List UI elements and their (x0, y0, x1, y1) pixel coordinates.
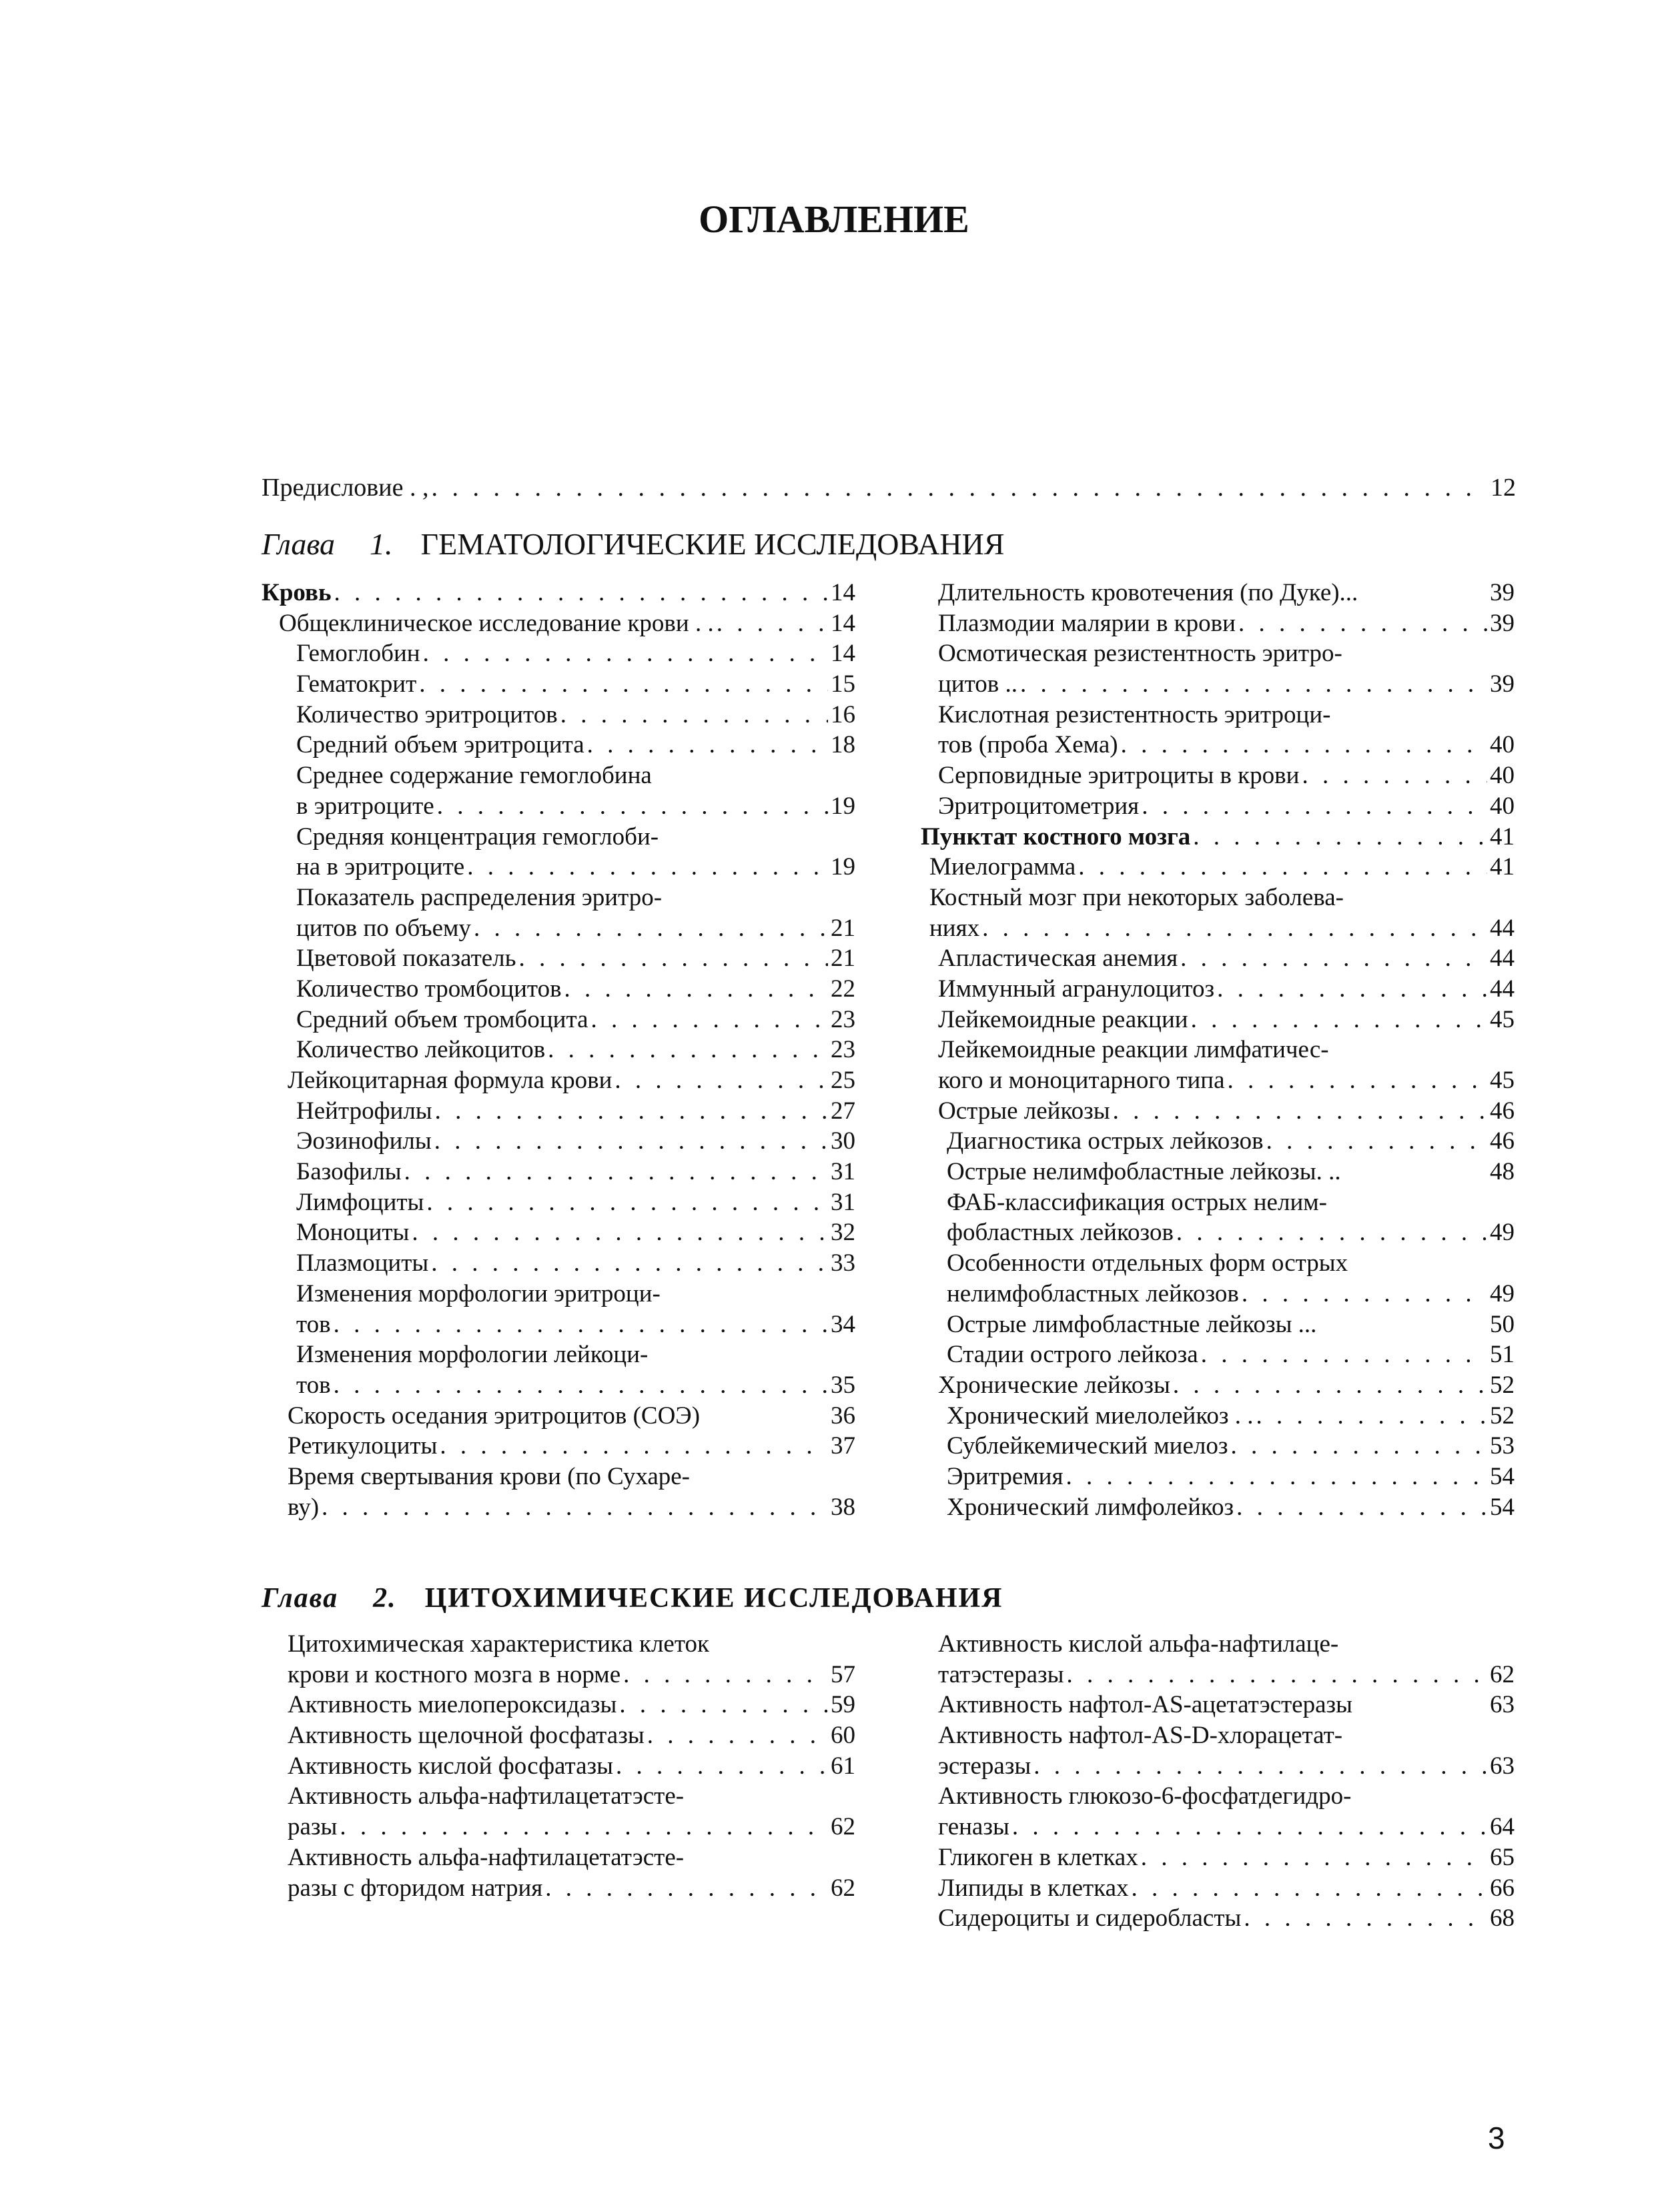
toc-entry-title: ву) (288, 1493, 320, 1521)
toc-entry-title: Активность нафтол-AS-ацетатэстеразы (938, 1691, 1352, 1719)
toc-entry-page: 35 (831, 1371, 855, 1399)
toc-entry-title: цитов .. (938, 670, 1018, 698)
toc-entry[interactable] (262, 1690, 855, 1720)
toc-entry-page: 14 (831, 640, 855, 668)
toc-entry-page: 44 (1490, 945, 1515, 973)
toc-entry[interactable] (921, 1842, 1515, 1873)
leader-dots (1066, 1660, 1487, 1690)
toc-entry[interactable] (262, 638, 855, 669)
leader-dots (1132, 1873, 1487, 1904)
leader-dots (1193, 822, 1487, 853)
toc-entry-title: Средний объем эритроцита (296, 731, 584, 759)
toc-entry[interactable] (262, 1065, 855, 1096)
toc-entry-title: Эозинофилы (296, 1127, 432, 1155)
toc-entry[interactable] (262, 1035, 855, 1065)
toc-entry-page: 62 (831, 1813, 855, 1841)
toc-entry-page: 45 (1490, 1005, 1515, 1033)
leader-dots (322, 1492, 828, 1523)
chapter-1-right-column (921, 578, 1515, 1522)
toc-entry-title: ниях (929, 914, 980, 942)
toc-entry[interactable] (921, 1248, 1515, 1309)
toc-entry-title: Миелограмма (929, 853, 1076, 881)
toc-entry[interactable] (262, 1157, 855, 1187)
toc-entry[interactable] (921, 1157, 1515, 1187)
toc-entry-title: Гемоглобин (296, 640, 420, 668)
toc-entry-title: Лимфоциты (296, 1188, 424, 1216)
toc-entry-title: ФАБ-классификация острых нелим- (947, 1188, 1327, 1216)
leader-dots (1236, 1492, 1487, 1523)
toc-entry-title: Активность миелопероксидазы (288, 1691, 617, 1719)
toc-entry-title: Моноциты (296, 1219, 410, 1247)
leader-dots (404, 1157, 828, 1187)
toc-entry[interactable] (262, 1187, 855, 1218)
toc-entry-title: татэстеразы (938, 1660, 1064, 1688)
toc-entry[interactable] (921, 1370, 1515, 1401)
toc-entry-title: Хронический миелолейкоз . . (947, 1402, 1254, 1430)
toc-entry[interactable] (921, 1492, 1515, 1523)
toc-entry-title: Осмотическая резистентность эритро- (938, 640, 1342, 668)
toc-entry-page: 36 (831, 1402, 855, 1430)
toc-entry-page: 41 (1490, 822, 1515, 851)
leader-dots (431, 1248, 828, 1279)
toc-entry-title: Гематокрит (296, 670, 417, 698)
toc-entry-title: кого и моноцитарного типа (938, 1067, 1225, 1094)
leader-dots (1228, 1065, 1487, 1096)
toc-entry[interactable] (262, 974, 855, 1005)
leader-dots (1142, 791, 1487, 822)
leader-dots (1012, 1812, 1487, 1842)
leader-dots (1266, 1126, 1487, 1157)
chapter-2-heading (262, 1580, 1003, 1617)
toc-entry-page: 46 (1490, 1097, 1515, 1125)
toc-entry[interactable] (921, 1096, 1515, 1127)
leader-dots (1020, 669, 1487, 700)
toc-entry-title: Количество тромбоцитов (296, 975, 562, 1003)
toc-entry-title: Гликоген в клетках (938, 1843, 1138, 1871)
leader-dots (1078, 852, 1487, 883)
toc-entry[interactable] (921, 1629, 1515, 1690)
toc-entry[interactable] (921, 822, 1515, 853)
leader-dots (1176, 1217, 1487, 1248)
leader-dots (1238, 608, 1487, 639)
leader-dots (647, 1720, 828, 1751)
toc-entry-title: Активность альфа-нафтилацетатэсте- (288, 1843, 685, 1871)
toc-entry-page: 49 (1490, 1279, 1515, 1307)
toc-entry-page: 14 (831, 609, 855, 637)
toc-entry-page: 61 (831, 1752, 855, 1780)
page-number: 3 (1488, 2121, 1505, 2155)
toc-entry[interactable] (921, 1462, 1515, 1492)
toc-entry-title: Активность глюкозо-6-фосфатдегидро- (938, 1782, 1352, 1810)
toc-entry-page: 52 (1490, 1402, 1515, 1430)
toc-entry-page: 50 (1490, 1310, 1515, 1338)
preface-entry[interactable] (262, 472, 1516, 503)
toc-entry-page: 41 (1490, 853, 1515, 881)
leader-dots (431, 472, 1488, 503)
toc-entry-page: 51 (1490, 1341, 1515, 1369)
leader-dots (614, 1065, 828, 1096)
leader-dots (560, 700, 828, 730)
toc-entry[interactable] (262, 1401, 855, 1432)
toc-entry-title: Изменения морфологии эритроци- (296, 1279, 661, 1307)
toc-entry-title: Хронический лимфолейкоз (947, 1493, 1234, 1521)
toc-entry-page: 31 (831, 1188, 855, 1216)
toc-entry-title: Острые лейкозы (938, 1097, 1110, 1125)
leader-dots (1173, 1370, 1487, 1401)
toc-entry[interactable] (262, 1217, 855, 1248)
toc-entry-page: 63 (1490, 1752, 1515, 1780)
chapter-number: 1. (370, 527, 393, 561)
leader-dots (1066, 1462, 1487, 1492)
toc-entry[interactable] (921, 638, 1515, 699)
toc-entry[interactable] (262, 1126, 855, 1157)
leader-dots (591, 1005, 828, 1035)
toc-entry[interactable] (921, 1339, 1515, 1370)
toc-entry-title: Базофилы (296, 1158, 402, 1186)
toc-entry-page: 39 (1490, 579, 1515, 606)
toc-entry-page: 44 (1490, 975, 1515, 1003)
toc-entry[interactable] (921, 700, 1515, 760)
toc-entry-title: Цветовой показатель (296, 945, 516, 973)
toc-entry-page: 46 (1490, 1127, 1515, 1155)
chapter-title: ЦИТОХИМИЧЕСКИЕ ИССЛЕДОВАНИЯ (424, 1583, 1003, 1614)
toc-entry-title: Острые лимфобластные лейкозы ... (947, 1310, 1317, 1338)
leader-dots (623, 1660, 828, 1690)
toc-entry[interactable] (262, 700, 855, 730)
toc-entry-page: 64 (1490, 1813, 1515, 1841)
toc-entry-title: Кислотная резистентность эритроци- (938, 700, 1331, 728)
toc-entry[interactable] (262, 1279, 855, 1339)
toc-entry-page: 23 (831, 1005, 855, 1033)
chapter-label: Глава (262, 1583, 339, 1614)
toc-entry-title: Стадии острого лейкоза (947, 1341, 1198, 1369)
toc-entry-title: Ретикулоциты (288, 1432, 438, 1460)
toc-entry-title: Общеклиническое исследование крови . . (279, 609, 714, 637)
toc-entry-title: цитов по объему (296, 914, 471, 942)
toc-entry-page: 21 (831, 914, 855, 942)
toc-entry-title: тов (296, 1310, 331, 1338)
leader-dots (440, 1431, 828, 1462)
toc-entry-page: 19 (831, 853, 855, 881)
toc-entry-title: на в эритроците (296, 853, 465, 881)
chapter-1-heading (262, 526, 1005, 563)
leader-dots (419, 669, 828, 700)
toc-entry[interactable] (921, 1903, 1515, 1934)
toc-entry-title: Активность нафтол-AS-D-хлорацетат- (938, 1722, 1343, 1750)
toc-entry-title: Диагностика острых лейкозов (947, 1127, 1264, 1155)
leader-dots (619, 1690, 828, 1720)
toc-entry-title: тов (проба Хема) (938, 731, 1118, 759)
toc-entry-title: Цитохимическая характеристика клеток (288, 1630, 710, 1658)
leader-dots (1244, 1903, 1487, 1934)
toc-entry-page: 25 (831, 1067, 855, 1094)
toc-entry-title: Сублейкемический миелоз (947, 1432, 1228, 1460)
leader-dots (412, 1217, 828, 1248)
toc-entry-page: 66 (1490, 1874, 1515, 1902)
leader-dots (1033, 1751, 1487, 1782)
toc-entry[interactable] (262, 1781, 855, 1842)
toc-entry-page: 45 (1490, 1067, 1515, 1094)
toc-entry-page: 63 (1490, 1691, 1515, 1719)
toc-entry-title: Кровь (262, 579, 332, 606)
toc-entry-title: тов (296, 1371, 331, 1399)
leader-dots (437, 791, 828, 822)
toc-entry[interactable] (262, 883, 855, 943)
toc-entry-title: Апластическая анемия (938, 945, 1178, 973)
toc-entry-page: 39 (1490, 609, 1515, 637)
toc-entry-title: Иммунный агранулоцитоз (938, 975, 1215, 1003)
toc-entry[interactable] (262, 1005, 855, 1035)
toc-entry-page: 30 (831, 1127, 855, 1155)
chapter-number: 2. (373, 1583, 397, 1614)
toc-entry-title: Пунктат костного мозга (921, 822, 1191, 851)
toc-entry-page: 31 (831, 1158, 855, 1186)
toc-entry-title: Лейкемоидные реакции (938, 1005, 1188, 1033)
toc-entry-page: 15 (831, 670, 855, 698)
toc-entry-page: 62 (1490, 1660, 1515, 1688)
toc-entry-title: Длительность кровотечения (по Дуке)... (938, 579, 1358, 606)
leader-dots (435, 1096, 828, 1127)
leader-dots (545, 1873, 828, 1904)
leader-dots (467, 852, 828, 883)
toc-entry-title: фобластных лейкозов (947, 1219, 1174, 1247)
toc-entry-page: 23 (831, 1036, 855, 1064)
toc-entry-title: Эритремия (947, 1462, 1064, 1490)
toc-entry-title: Скорость оседания эритроцитов (СОЭ) (288, 1402, 701, 1430)
toc-entry[interactable] (921, 760, 1515, 791)
toc-entry[interactable] (921, 1401, 1515, 1432)
toc-entry-title: Активность альфа-нафтилацетатэсте- (288, 1782, 685, 1810)
toc-entry[interactable] (921, 578, 1515, 608)
chapter-label: Глава (262, 527, 335, 561)
toc-entry[interactable] (921, 974, 1515, 1005)
toc-entry-title: Лейкоцитарная формула крови (288, 1067, 612, 1094)
toc-entry-title: эстеразы (938, 1752, 1031, 1780)
toc-entry-page: 38 (831, 1493, 855, 1521)
toc-entry-title: Острые нелимфобластные лейкозы. .. (947, 1158, 1341, 1186)
toc-entry-title: Плазмоциты (296, 1249, 429, 1277)
toc-entry-title: Показатель распределения эритро- (296, 883, 663, 911)
toc-entry[interactable] (921, 852, 1515, 883)
toc-entry-title: Липиды в клетках (938, 1874, 1129, 1902)
toc-entry-page: 54 (1490, 1462, 1515, 1490)
toc-entry-title: Количество лейкоцитов (296, 1036, 546, 1064)
leader-dots (982, 913, 1487, 944)
chapter-2-left-column (262, 1629, 855, 1903)
leader-dots (1201, 1339, 1487, 1370)
toc-entry-title: в эритроците (296, 792, 434, 820)
toc-entry-title: разы с фторидом натрия (288, 1874, 543, 1902)
leader-dots (1256, 1401, 1487, 1432)
toc-entry-title: Активность кислой фосфатазы (288, 1752, 614, 1780)
toc-entry[interactable] (921, 791, 1515, 822)
leader-dots (334, 578, 828, 608)
leader-dots (616, 1751, 828, 1782)
toc-entry-page: 49 (1490, 1219, 1515, 1247)
leader-dots (1121, 730, 1487, 760)
leader-dots (1141, 1842, 1487, 1873)
toc-entry-page: 18 (831, 731, 855, 759)
toc-entry-title: крови и костного мозга в норме (288, 1660, 621, 1688)
toc-entry[interactable] (921, 1126, 1515, 1157)
toc-entry[interactable] (921, 608, 1515, 639)
toc-entry[interactable] (262, 943, 855, 974)
leader-dots (340, 1812, 828, 1842)
toc-entry-page: 37 (831, 1432, 855, 1460)
toc-entry-title: Эритроцитометрия (938, 792, 1140, 820)
toc-entry-title: Нейтрофилы (296, 1097, 432, 1125)
toc-entry[interactable] (262, 669, 855, 700)
preface-title: Предисловие . , (262, 474, 429, 502)
toc-entry[interactable] (262, 1629, 855, 1690)
toc-entry-title: Серповидные эритроциты в крови (938, 762, 1300, 790)
chapter-1-left-column (262, 578, 855, 1522)
toc-entry[interactable] (262, 1096, 855, 1127)
toc-entry[interactable] (262, 1248, 855, 1279)
leader-dots (434, 1126, 828, 1157)
toc-entry[interactable] (921, 1781, 1515, 1842)
toc-entry-title: Лейкемоидные реакции лимфатичес- (938, 1036, 1329, 1064)
leader-dots (717, 608, 828, 639)
toc-entry-page: 40 (1490, 792, 1515, 820)
toc-entry-page: 62 (831, 1874, 855, 1902)
toc-entry[interactable] (921, 1690, 1515, 1720)
leader-dots (1113, 1096, 1487, 1127)
toc-entry-page: 53 (1490, 1432, 1515, 1460)
toc-entry-page: 52 (1490, 1371, 1515, 1399)
leader-dots (426, 1187, 828, 1218)
toc-entry-page: 32 (831, 1219, 855, 1247)
leader-dots (548, 1035, 828, 1065)
toc-entry-title: Время свертывания крови (по Сухаре- (288, 1462, 691, 1490)
toc-entry-page: 48 (1490, 1158, 1515, 1186)
toc-entry[interactable] (921, 1431, 1515, 1462)
leader-dots (1230, 1431, 1487, 1462)
leader-dots (423, 638, 828, 669)
toc-entry[interactable] (262, 1751, 855, 1782)
toc-entry[interactable] (921, 943, 1515, 974)
leader-dots (474, 913, 828, 944)
toc-entry-title: геназы (938, 1813, 1009, 1841)
toc-entry-page: 68 (1490, 1904, 1515, 1932)
toc-entry[interactable] (921, 1035, 1515, 1095)
chapter-2-right-column (921, 1629, 1515, 1934)
toc-entry[interactable] (262, 1431, 855, 1462)
leader-dots (1217, 974, 1487, 1005)
toc-entry[interactable] (921, 883, 1515, 943)
toc-entry-title: Плазмодии малярии в крови (938, 609, 1236, 637)
toc-entry[interactable] (262, 1720, 855, 1751)
page-title: ОГЛАВЛЕНИЕ (699, 197, 969, 241)
toc-entry[interactable] (921, 1720, 1515, 1781)
toc-entry-page: 34 (831, 1310, 855, 1338)
toc-entry-page: 54 (1490, 1493, 1515, 1521)
toc-entry-page: 16 (831, 700, 855, 728)
toc-entry[interactable] (262, 760, 855, 821)
toc-entry-page: 57 (831, 1660, 855, 1688)
toc-entry-page: 19 (831, 792, 855, 820)
toc-entry-page: 22 (831, 975, 855, 1003)
toc-entry-page: 14 (831, 579, 855, 606)
toc-entry[interactable] (262, 1842, 855, 1903)
toc-entry-title: Хронические лейкозы (938, 1371, 1170, 1399)
leader-dots (1302, 760, 1487, 791)
preface-page: 12 (1491, 474, 1516, 502)
toc-entry-title: нелимфобластных лейкозов (947, 1279, 1239, 1307)
toc-entry-title: Количество эритроцитов (296, 700, 558, 728)
toc-entry-page: 27 (831, 1097, 855, 1125)
toc-entry-page: 60 (831, 1722, 855, 1750)
toc-entry-page: 59 (831, 1691, 855, 1719)
toc-entry-page: 40 (1490, 731, 1515, 759)
leader-dots (1242, 1279, 1487, 1309)
toc-entry[interactable] (262, 608, 855, 639)
toc-entry[interactable] (262, 730, 855, 760)
toc-entry[interactable] (262, 822, 855, 883)
toc-entry-page: 40 (1490, 762, 1515, 790)
toc-entry-title: Активность кислой альфа-нафтилаце- (938, 1630, 1339, 1658)
toc-entry-title: разы (288, 1813, 338, 1841)
toc-entry[interactable] (921, 1873, 1515, 1904)
toc-entry-page: 39 (1490, 670, 1515, 698)
toc-entry-page: 21 (831, 945, 855, 973)
leader-dots (564, 974, 828, 1005)
leader-dots (587, 730, 828, 760)
toc-entry-title: Костный мозг при некоторых заболева- (929, 883, 1344, 911)
toc-entry-title: Сидероциты и сидеробласты (938, 1904, 1242, 1932)
toc-entry-title: Активность щелочной фосфатазы (288, 1722, 645, 1750)
toc-entry[interactable] (262, 578, 855, 608)
toc-entry[interactable] (921, 1005, 1515, 1035)
toc-entry[interactable] (921, 1309, 1515, 1340)
chapter-title: ГЕМАТОЛОГИЧЕСКИЕ ИССЛЕДОВАНИЯ (420, 527, 1005, 561)
toc-entry-title: Изменения морфологии лейкоци- (296, 1341, 649, 1369)
toc-entry-page: 65 (1490, 1843, 1515, 1871)
toc-entry-title: Средний объем тромбоцита (296, 1005, 588, 1033)
toc-entry-title: Особенности отдельных форм острых (947, 1249, 1348, 1277)
leader-dots (1180, 943, 1487, 974)
toc-entry[interactable] (262, 1462, 855, 1522)
leader-dots (1191, 1005, 1487, 1035)
toc-entry[interactable] (262, 1339, 855, 1400)
toc-entry[interactable] (921, 1187, 1515, 1248)
toc-entry-page: 33 (831, 1249, 855, 1277)
toc-entry-title: Средняя концентрация гемоглоби- (296, 822, 659, 851)
leader-dots (334, 1370, 828, 1401)
toc-entry-page: 44 (1490, 914, 1515, 942)
toc-entry-title: Среднее содержание гемоглобина (296, 762, 652, 790)
leader-dots (519, 943, 829, 974)
leader-dots (334, 1309, 828, 1340)
